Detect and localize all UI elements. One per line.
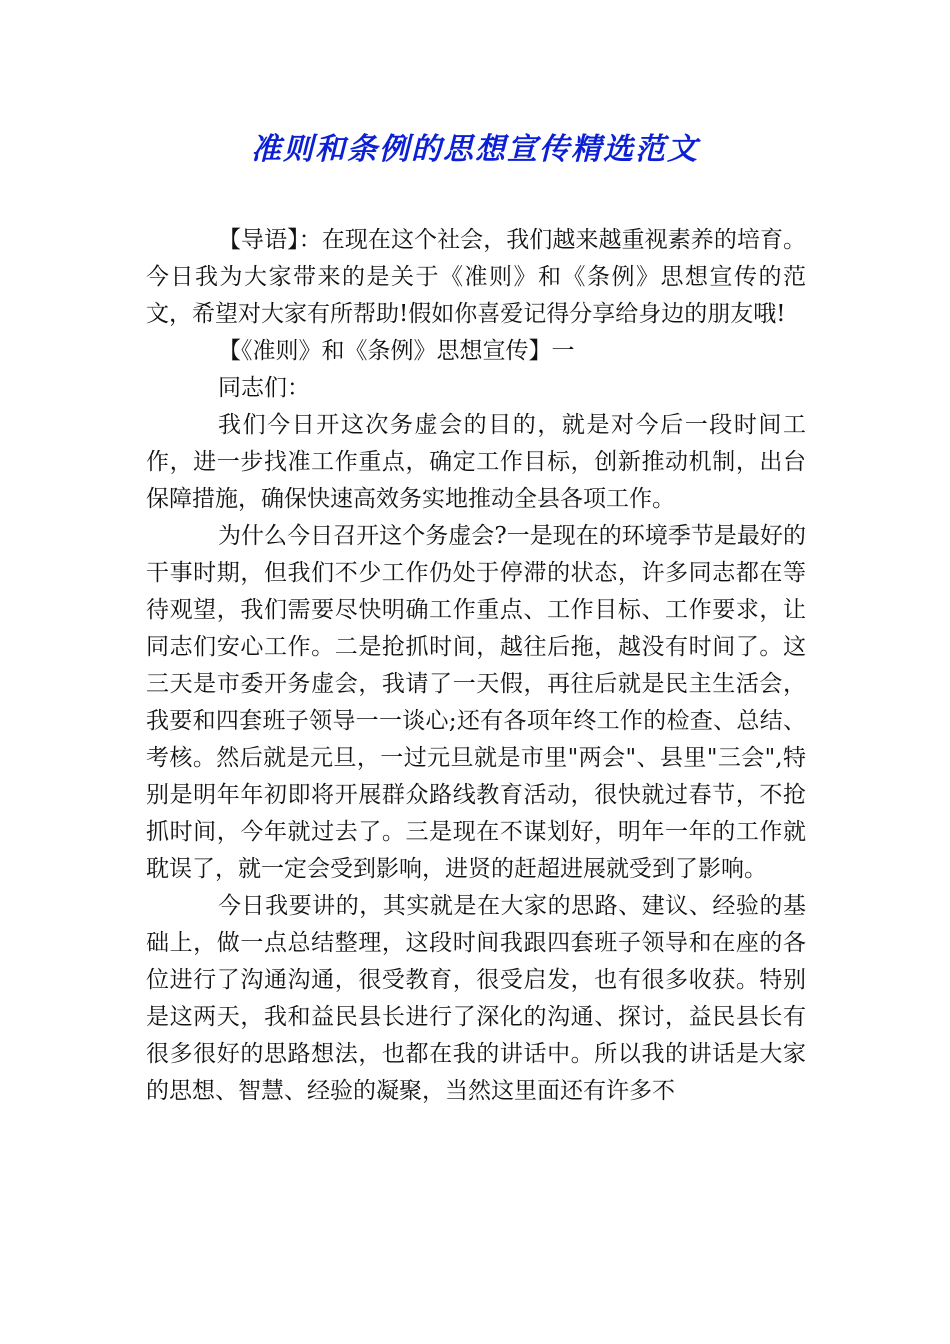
salutation: 同志们： bbox=[218, 375, 310, 401]
body-paragraph: 为什么今日召开这个务虚会?一是现在的环境季节是最好的干事时期，但我们不少工作仍处于停滞的状态，许多同志都在等待观望，我们需要尽快明确工作重点、工作目标、工作要求，让同志们安心工作。二是抢抓时间，越往后拖，越没有时间了。这三天是市委开务虚会，我请了一天假，再往后就是民主生活会，我要和四套班子领导一一谈心;还有各项年终工作的检查、总结、考核。然后就是元旦，一过元旦就是市里"两会"、县里"三会",特别是明年年初即将开展群众路线教育活动，很快就过春节，不抢抓时间，今年就过去了。三是现在不谋划好，明年一年的工作就耽误了，就一定会受到影响，进贤的赶超进展就受到了影响。 bbox=[146, 523, 806, 882]
document-title: 准则和条例的思想宣传精选范文 bbox=[251, 132, 699, 167]
section-heading: 【《准则》和《条例》思想宣传】一 bbox=[218, 338, 575, 364]
body-paragraph: 我们今日开这次务虚会的目的，就是对今后一段时间工作，进一步找准工作重点，确定工作目标，创新推动机制，出台保障措施，确保快速高效务实地推动全县各项工作。 bbox=[146, 412, 806, 512]
body-paragraph: 今日我要讲的，其实就是在大家的思路、建议、经验的基础上，做一点总结整理，这段时间我跟四套班子领导和在座的各位进行了沟通沟通，很受教育，很受启发，也有很多收获。特别是这两天，我和益民县长进行了深化的沟通、探讨，益民县长有很多很好的思路想法，也都在我的讲话中。所以我的讲话是大家的思想、智慧、经验的凝聚，当然这里面还有许多不 bbox=[146, 893, 806, 1104]
document-body bbox=[146, 222, 806, 1110]
intro-paragraph: 【导语】：在现在这个社会，我们越来越重视素养的培育。今日我为大家带来的是关于《准则》和《条例》思想宣传的范文，希望对大家有所帮助!假如你喜爱记得分享给身边的朋友哦! bbox=[146, 227, 806, 327]
